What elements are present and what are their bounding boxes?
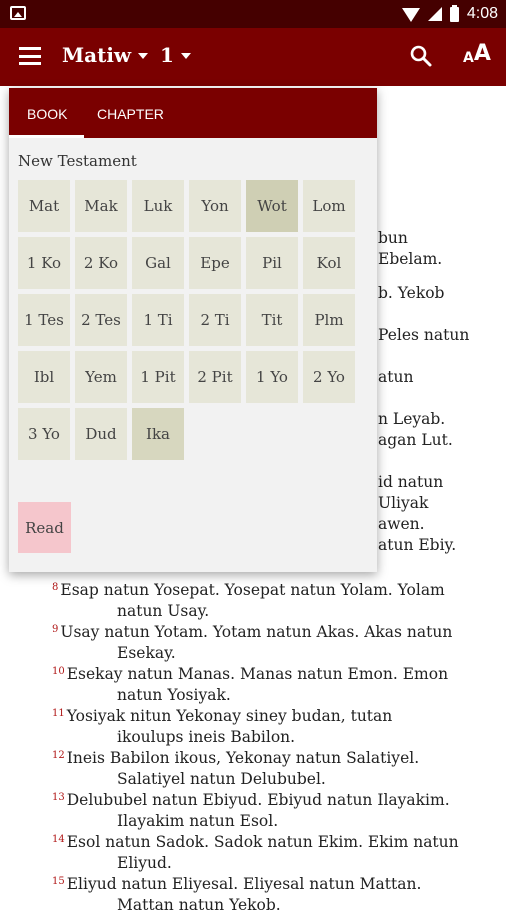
verse-fragment: bun bbox=[378, 229, 408, 247]
verse-text: Ineis Babilon ikous, Yekonay natun Salatiyel. bbox=[66, 749, 420, 767]
verse bbox=[52, 829, 492, 874]
book-button[interactable]: Plm bbox=[303, 294, 355, 346]
book-button[interactable]: Wot bbox=[246, 180, 298, 232]
book-button[interactable]: Luk bbox=[132, 180, 184, 232]
app-bar bbox=[0, 28, 506, 86]
verse-number: 13 bbox=[52, 792, 65, 803]
book-button[interactable]: 1 Ko bbox=[18, 237, 70, 289]
status-time: 4:08 bbox=[466, 5, 498, 22]
book-button[interactable]: Gal bbox=[132, 237, 184, 289]
text-size-icon[interactable]: A A bbox=[463, 41, 491, 66]
chevron-down-icon bbox=[138, 53, 148, 59]
book-button[interactable]: 1 Tes bbox=[18, 294, 70, 346]
verse-text-continued: Esekay. bbox=[117, 644, 176, 662]
verse-text-continued: natun Usay. bbox=[117, 602, 210, 620]
verse-fragment: atun bbox=[378, 368, 414, 386]
verse-text-continued: Salatiyel natun Delububel. bbox=[117, 770, 326, 788]
verse-text-continued: Mattan natun Yekob. bbox=[117, 896, 281, 914]
search-icon[interactable] bbox=[410, 45, 432, 67]
book-button[interactable]: Lom bbox=[303, 180, 355, 232]
active-tab-indicator bbox=[9, 135, 84, 138]
read-button[interactable]: Read bbox=[18, 502, 71, 553]
book-button[interactable]: Pil bbox=[246, 237, 298, 289]
verse-number: 8 bbox=[52, 582, 59, 593]
verse bbox=[52, 661, 492, 706]
verse-text: Esekay natun Manas. Manas natun Emon. Emon bbox=[66, 665, 449, 683]
verse-text: Yosiyak nitun Yekonay siney budan, tutan bbox=[66, 707, 393, 725]
verse-fragment: b. Yekob bbox=[378, 284, 445, 302]
book-button[interactable]: 2 Ti bbox=[189, 294, 241, 346]
verse-text-continued: natun Yosiyak. bbox=[117, 686, 231, 704]
chevron-down-icon bbox=[181, 53, 191, 59]
book-button[interactable]: 1 Pit bbox=[132, 351, 184, 403]
battery-icon bbox=[450, 7, 459, 22]
verse-fragment: awen. bbox=[378, 515, 425, 533]
tab-book[interactable]: BOOK bbox=[27, 106, 68, 122]
verse-fragment: atun Ebiy. bbox=[378, 536, 457, 554]
verse-fragment: agan Lut. bbox=[378, 431, 453, 449]
book-button[interactable]: 3 Yo bbox=[18, 408, 70, 460]
tab-chapter[interactable]: CHAPTER bbox=[97, 106, 164, 122]
book-selector[interactable] bbox=[62, 43, 148, 67]
book-button[interactable]: Yem bbox=[75, 351, 127, 403]
book-button[interactable]: 2 Pit bbox=[189, 351, 241, 403]
verse bbox=[52, 703, 492, 748]
verse-text: Esap natun Yosepat. Yosepat natun Yolam. Yolam bbox=[60, 581, 445, 599]
book-button[interactable]: 2 Yo bbox=[303, 351, 355, 403]
verse bbox=[52, 871, 492, 916]
picker-tabs bbox=[9, 88, 377, 138]
section-title: New Testament bbox=[18, 152, 137, 170]
verse-fragment: n Leyab. bbox=[378, 410, 446, 428]
gallery-notification-icon bbox=[10, 6, 26, 20]
verse bbox=[52, 745, 492, 790]
verse-text: Usay natun Yotam. Yotam natun Akas. Akas natun bbox=[60, 623, 453, 641]
verse-fragment: id natun bbox=[378, 473, 444, 491]
verse-number: 14 bbox=[52, 834, 65, 845]
verse-text: Esol natun Sadok. Sadok natun Ekim. Ekim natun bbox=[66, 833, 459, 851]
book-button[interactable]: Yon bbox=[189, 180, 241, 232]
verse-text: Eliyud natun Eliyesal. Eliyesal natun Mattan. bbox=[66, 875, 422, 893]
book-button[interactable]: 1 Ti bbox=[132, 294, 184, 346]
book-button[interactable]: Epe bbox=[189, 237, 241, 289]
book-button[interactable]: Kol bbox=[303, 237, 355, 289]
verse bbox=[52, 619, 492, 664]
book-button[interactable]: Ika bbox=[132, 408, 184, 460]
book-selector-label: Matiw bbox=[62, 43, 132, 67]
verse-fragment: Peles natun bbox=[378, 326, 470, 344]
book-button[interactable]: 2 Tes bbox=[75, 294, 127, 346]
verse-text-continued: Ilayakim natun Esol. bbox=[117, 812, 279, 830]
verse-fragment: Uliyak bbox=[378, 494, 429, 512]
book-button[interactable]: Ibl bbox=[18, 351, 70, 403]
status-bar bbox=[0, 0, 506, 28]
wifi-icon bbox=[402, 8, 420, 22]
chapter-selector-label: 1 bbox=[160, 43, 174, 67]
verse-fragment: Ebelam. bbox=[378, 250, 443, 268]
verse bbox=[52, 577, 492, 622]
status-icons bbox=[402, 4, 498, 24]
book-picker-popup bbox=[9, 88, 377, 572]
verse bbox=[52, 787, 492, 832]
verse-number: 12 bbox=[52, 750, 65, 761]
verse-number: 15 bbox=[52, 876, 65, 887]
verse-number: 11 bbox=[52, 708, 65, 719]
hamburger-menu-icon[interactable] bbox=[19, 47, 41, 65]
signal-icon bbox=[428, 7, 442, 21]
verse-number: 9 bbox=[52, 624, 59, 635]
verse-text-continued: ikoulups ineis Babilon. bbox=[117, 728, 296, 746]
verse-text-continued: Eliyud. bbox=[117, 854, 172, 872]
chapter-selector[interactable] bbox=[160, 43, 191, 67]
verse-text: Delububel natun Ebiyud. Ebiyud natun Ilayakim. bbox=[66, 791, 450, 809]
book-button[interactable]: 1 Yo bbox=[246, 351, 298, 403]
book-button[interactable]: 2 Ko bbox=[75, 237, 127, 289]
verse-number: 10 bbox=[52, 666, 65, 677]
book-button[interactable]: Tit bbox=[246, 294, 298, 346]
book-button[interactable]: Mat bbox=[18, 180, 70, 232]
book-button[interactable]: Dud bbox=[75, 408, 127, 460]
book-button[interactable]: Mak bbox=[75, 180, 127, 232]
